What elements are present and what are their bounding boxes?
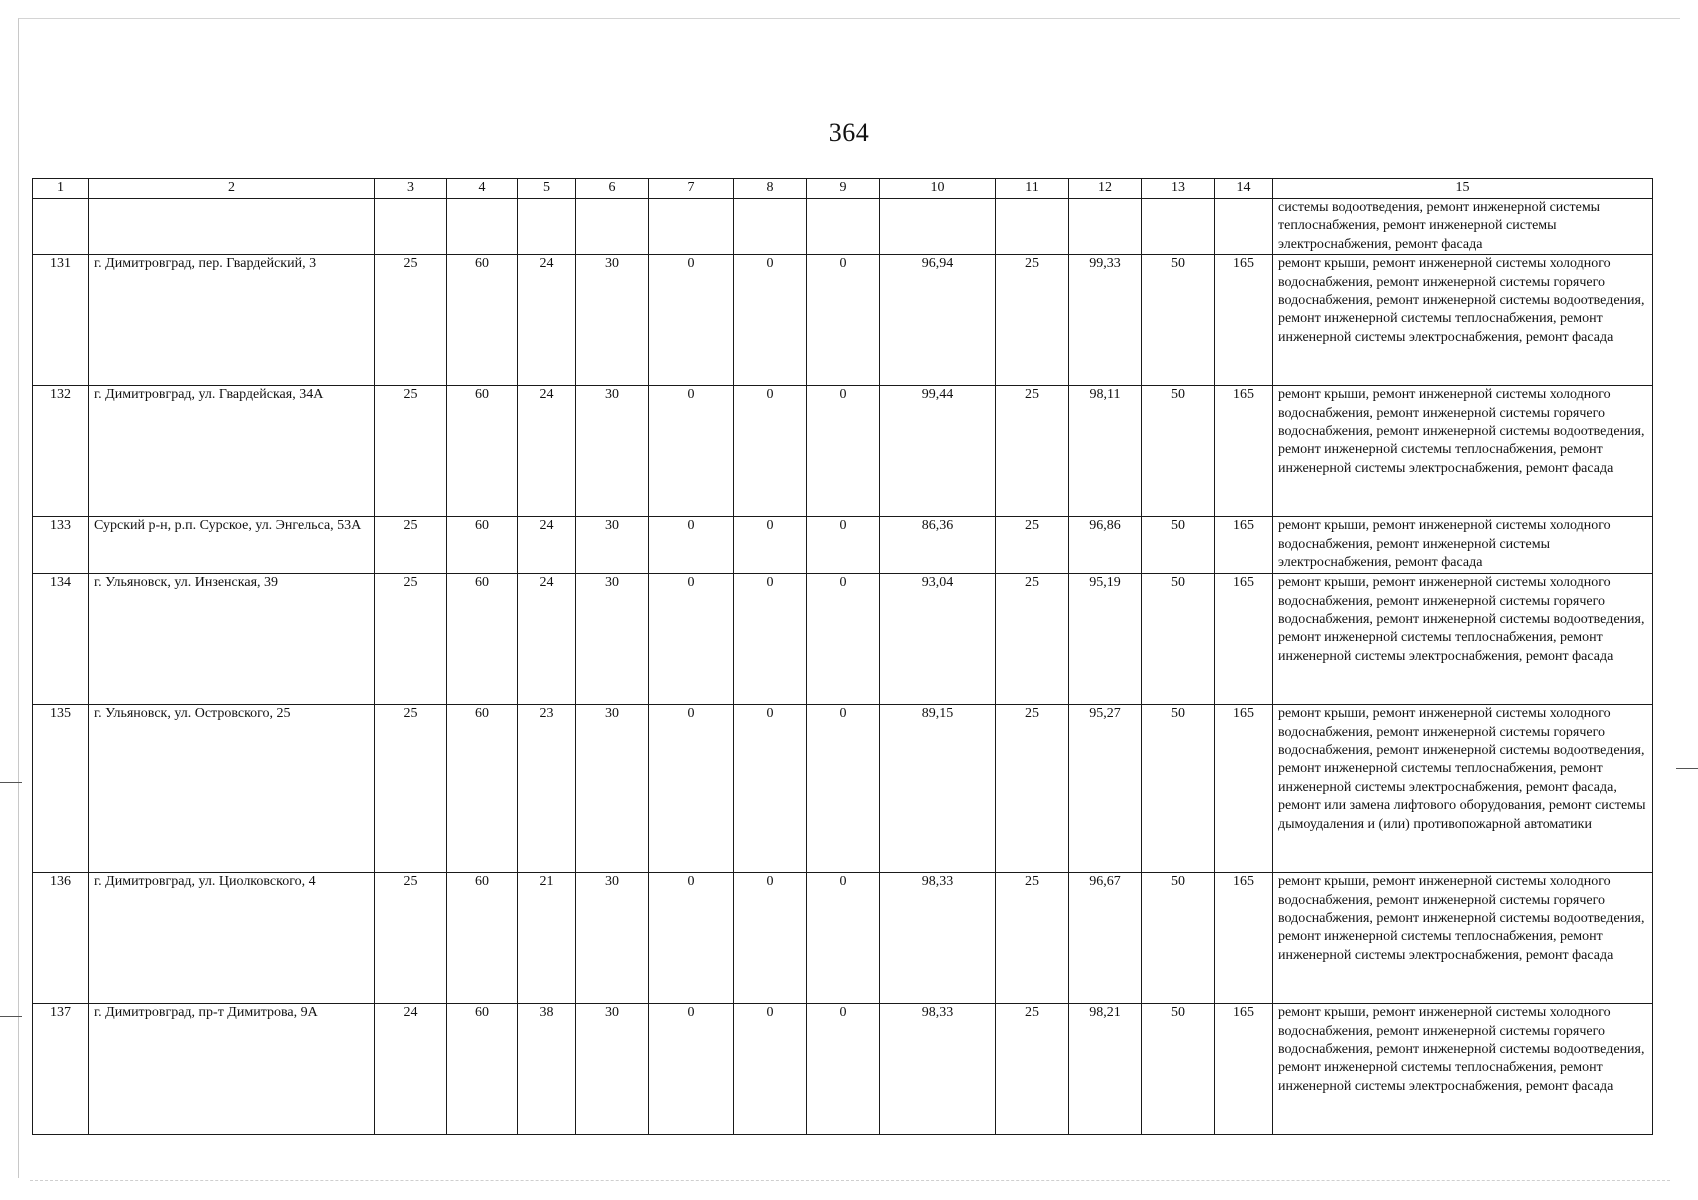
- table-cell: 60: [447, 574, 518, 705]
- scan-edge-mark: [0, 782, 22, 783]
- table-cell: 0: [734, 705, 807, 873]
- table-cell: [447, 199, 518, 255]
- table-cell: 86,36: [880, 517, 996, 574]
- table-cell: 30: [576, 705, 649, 873]
- table-cell: 0: [807, 705, 880, 873]
- table-cell: 25: [375, 386, 447, 517]
- table-cell: [1215, 199, 1273, 255]
- table-cell: 93,04: [880, 574, 996, 705]
- table-cell: 0: [734, 517, 807, 574]
- table-cell: 25: [996, 574, 1069, 705]
- row-number: 133: [33, 517, 89, 574]
- table-row: [33, 873, 1653, 1004]
- works-cell: ремонт крыши, ремонт инженерной системы холодного водоснабжения, ремонт инженерной системы горячего водоснабжения, ремонт инженерной системы водоотведения, ремонт инженерной системы теплоснабжения, ремонт инженерной системы электроснабжения, ремонт фасада: [1273, 255, 1653, 386]
- address-cell: г. Димитровград, пер. Гвардейский, 3: [89, 255, 375, 386]
- works-cell: ремонт крыши, ремонт инженерной системы холодного водоснабжения, ремонт инженерной системы горячего водоснабжения, ремонт инженерной системы водоотведения, ремонт инженерной системы теплоснабжения, ремонт инженерной системы электроснабжения, ремонт фасада, ремонт или замена лифтового оборудования, ремонт системы дымоудаления и (или) противопожарной автоматики: [1273, 705, 1653, 873]
- table-row: [33, 255, 1653, 386]
- address-cell: г. Димитровград, ул. Циолковского, 4: [89, 873, 375, 1004]
- table-cell: 50: [1142, 1004, 1215, 1135]
- table-cell: 95,19: [1069, 574, 1142, 705]
- table-cell: 0: [807, 1004, 880, 1135]
- table-cell: 30: [576, 386, 649, 517]
- table-cell: 165: [1215, 873, 1273, 1004]
- table-cell: 25: [375, 255, 447, 386]
- table-cell: 30: [576, 517, 649, 574]
- address-cell: Сурский р-н, р.п. Сурское, ул. Энгельса, 53А: [89, 517, 375, 574]
- column-header: 2: [89, 179, 375, 199]
- table-row: [33, 574, 1653, 705]
- table-cell: 50: [1142, 386, 1215, 517]
- row-number: 131: [33, 255, 89, 386]
- table-cell: 50: [1142, 574, 1215, 705]
- column-header: 11: [996, 179, 1069, 199]
- table-cell: 165: [1215, 517, 1273, 574]
- table-cell: 25: [375, 517, 447, 574]
- column-header: 1: [33, 179, 89, 199]
- table-cell: 99,33: [1069, 255, 1142, 386]
- table-cell: 0: [734, 1004, 807, 1135]
- scan-edge-mark: [0, 1016, 22, 1017]
- table-cell: 0: [649, 873, 734, 1004]
- table-cell: 38: [518, 1004, 576, 1135]
- column-header: 6: [576, 179, 649, 199]
- works-cell: системы водоотведения, ремонт инженерной системы теплоснабжения, ремонт инженерной системы электроснабжения, ремонт фасада: [1273, 199, 1653, 255]
- table-cell: 50: [1142, 255, 1215, 386]
- column-header: 15: [1273, 179, 1653, 199]
- table-row: [33, 1004, 1653, 1135]
- table-cell: 23: [518, 705, 576, 873]
- row-number: 134: [33, 574, 89, 705]
- table-cell: 24: [518, 574, 576, 705]
- table-cell: 96,94: [880, 255, 996, 386]
- table-cell: 165: [1215, 255, 1273, 386]
- table-cell: 98,21: [1069, 1004, 1142, 1135]
- address-cell: г. Димитровград, ул. Гвардейская, 34А: [89, 386, 375, 517]
- table-row: [33, 386, 1653, 517]
- table-cell: 24: [375, 1004, 447, 1135]
- table-cell: [89, 199, 375, 255]
- row-number: 137: [33, 1004, 89, 1135]
- table-cell: 0: [734, 386, 807, 517]
- table-cell: 25: [996, 705, 1069, 873]
- table-cell: [807, 199, 880, 255]
- table-cell: 98,33: [880, 1004, 996, 1135]
- table-cell: [375, 199, 447, 255]
- scan-edge-line: [30, 1180, 1670, 1181]
- table-cell: 25: [375, 574, 447, 705]
- table-cell: 0: [649, 705, 734, 873]
- table-cell: 0: [807, 517, 880, 574]
- table-cell: 50: [1142, 705, 1215, 873]
- table-cell: 30: [576, 1004, 649, 1135]
- address-cell: г. Ульяновск, ул. Инзенская, 39: [89, 574, 375, 705]
- page-number: 364: [828, 118, 870, 147]
- table-cell: 60: [447, 517, 518, 574]
- table-cell: 60: [447, 255, 518, 386]
- table-cell: 96,86: [1069, 517, 1142, 574]
- column-header: 4: [447, 179, 518, 199]
- works-cell: ремонт крыши, ремонт инженерной системы холодного водоснабжения, ремонт инженерной системы электроснабжения, ремонт фасада: [1273, 517, 1653, 574]
- table-cell: 60: [447, 1004, 518, 1135]
- table-cell: 21: [518, 873, 576, 1004]
- table-cell: [880, 199, 996, 255]
- table-cell: 0: [649, 386, 734, 517]
- table-cell: 25: [375, 705, 447, 873]
- table-cell: 25: [996, 255, 1069, 386]
- column-header: 7: [649, 179, 734, 199]
- row-number: 135: [33, 705, 89, 873]
- table-cell: 165: [1215, 1004, 1273, 1135]
- table-cell: 24: [518, 255, 576, 386]
- column-header: 10: [880, 179, 996, 199]
- table-cell: 98,33: [880, 873, 996, 1004]
- address-cell: г. Димитровград, пр-т Димитрова, 9А: [89, 1004, 375, 1135]
- address-cell: г. Ульяновск, ул. Островского, 25: [89, 705, 375, 873]
- row-number: 132: [33, 386, 89, 517]
- works-cell: ремонт крыши, ремонт инженерной системы холодного водоснабжения, ремонт инженерной системы горячего водоснабжения, ремонт инженерной системы водоотведения, ремонт инженерной системы теплоснабжения, ремонт инженерной системы электроснабжения, ремонт фасада: [1273, 1004, 1653, 1135]
- table-cell: 89,15: [880, 705, 996, 873]
- table-cell: 25: [996, 873, 1069, 1004]
- table-cell: 0: [649, 574, 734, 705]
- works-cell: ремонт крыши, ремонт инженерной системы холодного водоснабжения, ремонт инженерной системы горячего водоснабжения, ремонт инженерной системы водоотведения, ремонт инженерной системы теплоснабжения, ремонт инженерной системы электроснабжения, ремонт фасада: [1273, 873, 1653, 1004]
- table-cell: 0: [807, 574, 880, 705]
- table-cell: 25: [996, 517, 1069, 574]
- works-cell: ремонт крыши, ремонт инженерной системы холодного водоснабжения, ремонт инженерной системы горячего водоснабжения, ремонт инженерной системы водоотведения, ремонт инженерной системы теплоснабжения, ремонт инженерной системы электроснабжения, ремонт фасада: [1273, 386, 1653, 517]
- table-cell: 50: [1142, 873, 1215, 1004]
- row-number: 136: [33, 873, 89, 1004]
- table-cell: 50: [1142, 517, 1215, 574]
- table-cell: 60: [447, 705, 518, 873]
- table-cell: [33, 199, 89, 255]
- column-header: 3: [375, 179, 447, 199]
- table-cell: 0: [649, 1004, 734, 1135]
- table-cell: 25: [375, 873, 447, 1004]
- table-cell: 165: [1215, 574, 1273, 705]
- table-cell: 30: [576, 574, 649, 705]
- column-header: 13: [1142, 179, 1215, 199]
- column-header: 12: [1069, 179, 1142, 199]
- table-cell: [576, 199, 649, 255]
- table-cell: 165: [1215, 386, 1273, 517]
- works-cell: ремонт крыши, ремонт инженерной системы холодного водоснабжения, ремонт инженерной системы горячего водоснабжения, ремонт инженерной системы водоотведения, ремонт инженерной системы теплоснабжения, ремонт инженерной системы электроснабжения, ремонт фасада: [1273, 574, 1653, 705]
- column-header: 8: [734, 179, 807, 199]
- table-row-continuation: [33, 199, 1653, 255]
- table-cell: 60: [447, 873, 518, 1004]
- table-cell: 0: [734, 873, 807, 1004]
- table-cell: [518, 199, 576, 255]
- table-cell: 0: [734, 255, 807, 386]
- table-cell: [1069, 199, 1142, 255]
- table-cell: 25: [996, 386, 1069, 517]
- table-cell: [996, 199, 1069, 255]
- column-header: 14: [1215, 179, 1273, 199]
- table-cell: 0: [807, 255, 880, 386]
- table-cell: 99,44: [880, 386, 996, 517]
- table-cell: 0: [807, 873, 880, 1004]
- table-cell: 165: [1215, 705, 1273, 873]
- capital-repair-table: [32, 178, 1653, 1135]
- table-cell: 30: [576, 255, 649, 386]
- scan-edge-mark: [1676, 768, 1698, 769]
- header-row: [33, 179, 1653, 199]
- table-cell: 60: [447, 386, 518, 517]
- table-cell: [649, 199, 734, 255]
- table-cell: 0: [649, 517, 734, 574]
- table-cell: [734, 199, 807, 255]
- table-cell: 0: [649, 255, 734, 386]
- column-header: 9: [807, 179, 880, 199]
- table-cell: 24: [518, 386, 576, 517]
- table-cell: 96,67: [1069, 873, 1142, 1004]
- table-row: [33, 517, 1653, 574]
- table-cell: 0: [734, 574, 807, 705]
- table-cell: 0: [807, 386, 880, 517]
- table-cell: 25: [996, 1004, 1069, 1135]
- table-cell: 30: [576, 873, 649, 1004]
- table-row: [33, 705, 1653, 873]
- table-cell: 24: [518, 517, 576, 574]
- table-cell: 95,27: [1069, 705, 1142, 873]
- table-cell: [1142, 199, 1215, 255]
- column-header: 5: [518, 179, 576, 199]
- table-cell: 98,11: [1069, 386, 1142, 517]
